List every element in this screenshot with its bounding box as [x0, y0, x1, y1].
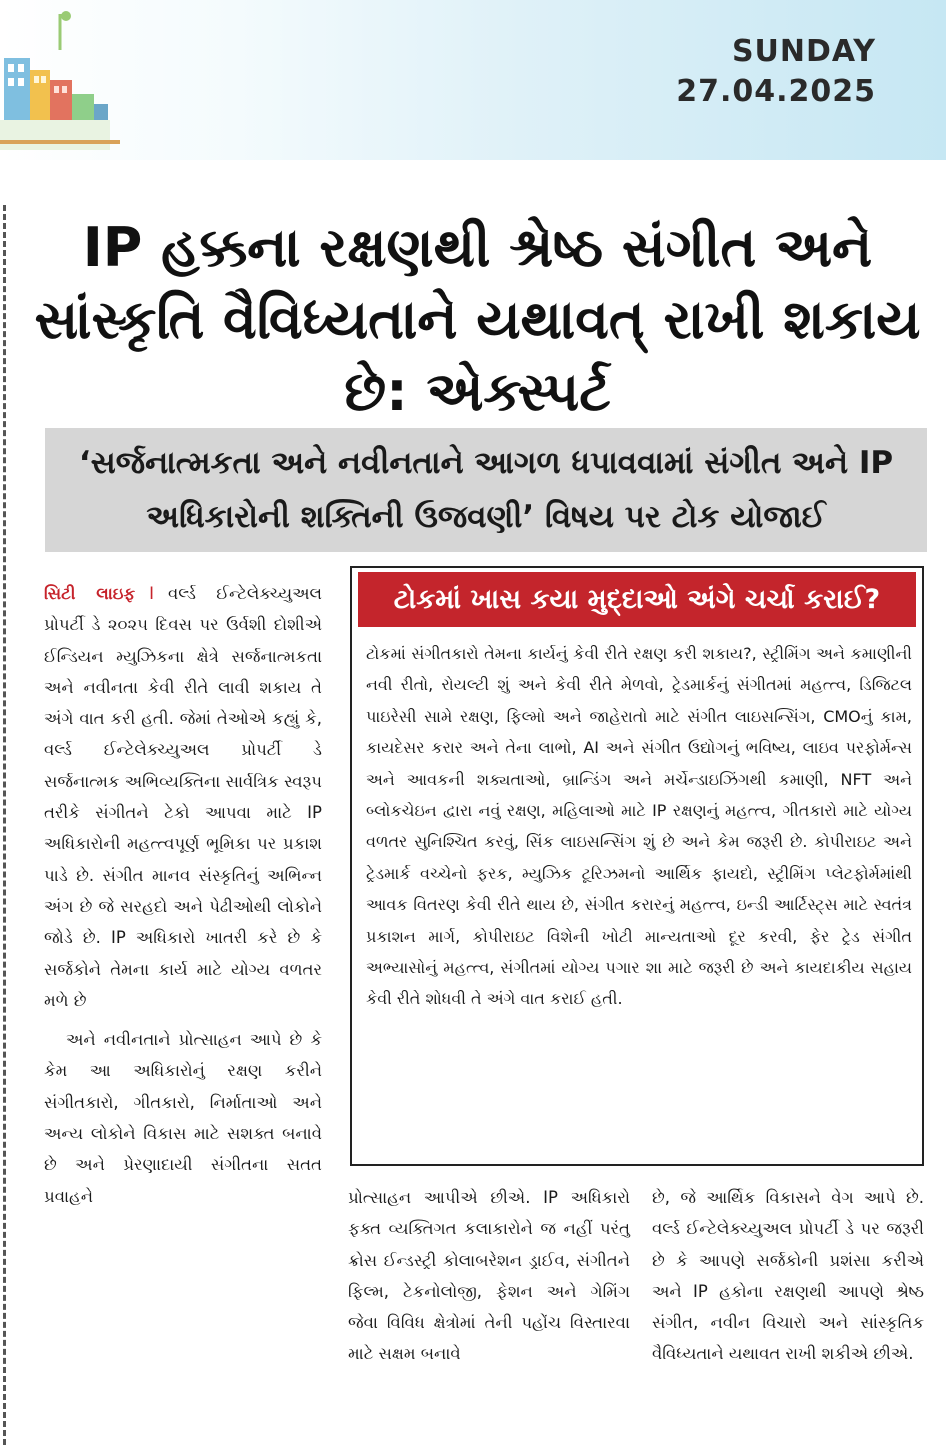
discussion-points-header: ટોકમાં ખાસ કયા મુદ્દાઓ અંગે ચર્ચા કરાઈ?	[358, 572, 916, 627]
discussion-points-body: ટોકમાં સંગીતકારો તેમના કાર્યનું કેવી રીતે રક્ષણ કરી શકાય?, સ્ટ્રીમિંગ અને કમાણીની નવી રીતો, રોયલ્ટી શું અને કેવી રીતે મેળવો, ટ્રેડમાર્કનું સંગીતમાં મહત્ત્વ, ડિજિટલ પાઇરેસી સામે રક્ષણ, ફિલ્મો અને જાહેરાતો માટે સંગીત લાઇસન્સિંગ, CMOનું કામ, કાયદેસર કરાર અને તેના લાભો, AI અને સંગીત ઉદ્યોગનું ભવિષ્ય, લાઇવ પરફોર્મન્સ અને આવકની શક્યતાઓ, બ્રાન્ડિંગ અને મર્ચેન્ડાઇઝિંગથી કમાણી, NFT અને બ્લોકચેઇન દ્વારા નવું રક્ષણ, મહિલાઓ માટે IP રક્ષણનું મહત્ત્વ, ગીતકારો માટે યોગ્ય વળતર સુનિશ્ચિત કરવું, સિંક લાઇસન્સિંગ શું છે અને કેમ જરૂરી છે. કોપીરાઇટ અને ટ્રેડમાર્ક વચ્ચેનો ફરક, મ્યુઝિક ટૂરિઝમનો આર્થિક ફાયદો, સ્ટ્રીમિંગ પ્લેટફોર્મમાંથી આવક વિતરણ કેવી રીતે થાય છે, સંગીત કરારનું મહત્ત્વ, ઇન્ડી આર્ટિસ્ટ્સ માટે સ્વતંત્ર પ્રકાશન માર્ગ, કોપીરાઇટ વિશેની ખોટી માન્યતાઓ દૂર કરવી, ફેર ટ્રેડ સંગીત અભ્યાસોનું મહત્ત્વ, સંગીતમાં યોગ્ય પગાર શા માટે જરૂરી છે અને કાયદાકીય સહાય કેવી રીતે શોધવી તે અંગે વાત કરાઈ હતી.	[366, 644, 912, 1009]
article-paragraph-1-text: વર્લ્ડ ઈન્ટેલેક્ચ્યુઅલ પ્રોપર્ટી ડે ૨૦૨૫ દિવસ પર ઉર્વશી દોશીએ ઈન્ડિયન મ્યુઝિકના ક્ષેત્રે સર્જનાત્મકતા અને નવીનતા કેવી રીતે લાવી શકાય તે અંગે વાત કરી હતી. જેમાં તેઓએ કહ્યું કે, વર્લ્ડ ઈન્ટેલેક્ચ્યુઅલ પ્રોપર્ટી ડે સર્જનાત્મક અભિવ્યક્તિના સાર્વત્રિક સ્વરૂપ તરીકે સંગીતને ટેકો આપવા માટે IP અધિકારોની મહત્ત્વપૂર્ણ ભૂમિકા પર પ્રકાશ પાડે છે. સંગીત માનવ સંસ્કૃતિનું અભિન્ન અંગ છે જે સરહદો અને પેઢીઓથી લોકોને જોડે છે. IP અધિકારો ખાતરી કરે છે કે સર્જકોને તેમના કાર્ય માટે યોગ્ય વળતર મળે છે	[44, 584, 322, 1010]
headline: IP હક્કના રક્ષણથી શ્રેષ્ઠ સંગીત અને સાંસ્કૃતિ વૈવિધ્યતાને યથાવત્ રાખી શકાય છે: એક્સ્પર્ટ	[34, 216, 921, 423]
article-column-2: પ્રોત્સાહન આપીએ છીએ. IP અધિકારો ફક્ત વ્યક્તિગત કલાકારોને જ નહીં પરંતુ ક્રોસ ઈન્ડસ્ટ્રી કોલાબરેશન ડ્રાઈવ, સંગીતને ફિલ્મ, ટેકનોલોજી, ફેશન અને ગેમિંગ જેવા વિવિધ ક્ષેત્રોમાં તેની પહોંચ વિસ્તારવા માટે સક્ષમ બનાવે	[348, 1188, 630, 1364]
issue-day: SUNDAY	[731, 34, 876, 69]
article-column-3: છે, જે આર્થિક વિકાસને વેગ આપે છે. વર્લ્ડ ઈન્ટેલેક્ચ્યુઅલ પ્રોપર્ટી ડે પર જરૂરી છે કે આપણે સર્જકોની પ્રશંસા કરીએ અને IP હકોના રક્ષણથી આપણે શ્રેષ્ઠ સંગીત, નવીન વિચારો અને સાંસ્કૃતિક વૈવિધ્યતાને યથાવત રાખી શકીએ છીએ.	[652, 1188, 924, 1364]
discussion-points-box	[350, 566, 924, 1166]
city-illustration-icon	[0, 0, 140, 160]
page-margin-rule	[3, 205, 9, 1445]
byline-source: સિટી લાઇફ	[44, 584, 136, 603]
article-paragraph-2: અને નવીનતાને પ્રોત્સાહન આપે છે કે કેમ આ અધિકારોનું રક્ષણ કરીને સંગીતકારો, ગીતકારો, નિર્માતાઓ અને અન્ય લોકોને વિકાસ માટે સશક્ત બનાવે છે અને પ્રેરણાદાયી સંગીતના સતત પ્રવાહને	[44, 1030, 322, 1206]
date-block	[676, 32, 876, 112]
article-paragraph-1	[44, 578, 322, 1016]
byline-separator: I	[149, 584, 155, 603]
issue-date: 27.04.2025	[676, 74, 876, 109]
masthead	[0, 0, 946, 160]
subheadline: ‘સર્જનાત્મકતા અને નવીનતાને આગળ ધપાવવામાં સંગીત અને IP અધિકારોની શક્તિની ઉજવણી’ વિષય પર ટોક યોજાઈ	[78, 445, 894, 535]
article-column-1	[44, 578, 322, 1212]
